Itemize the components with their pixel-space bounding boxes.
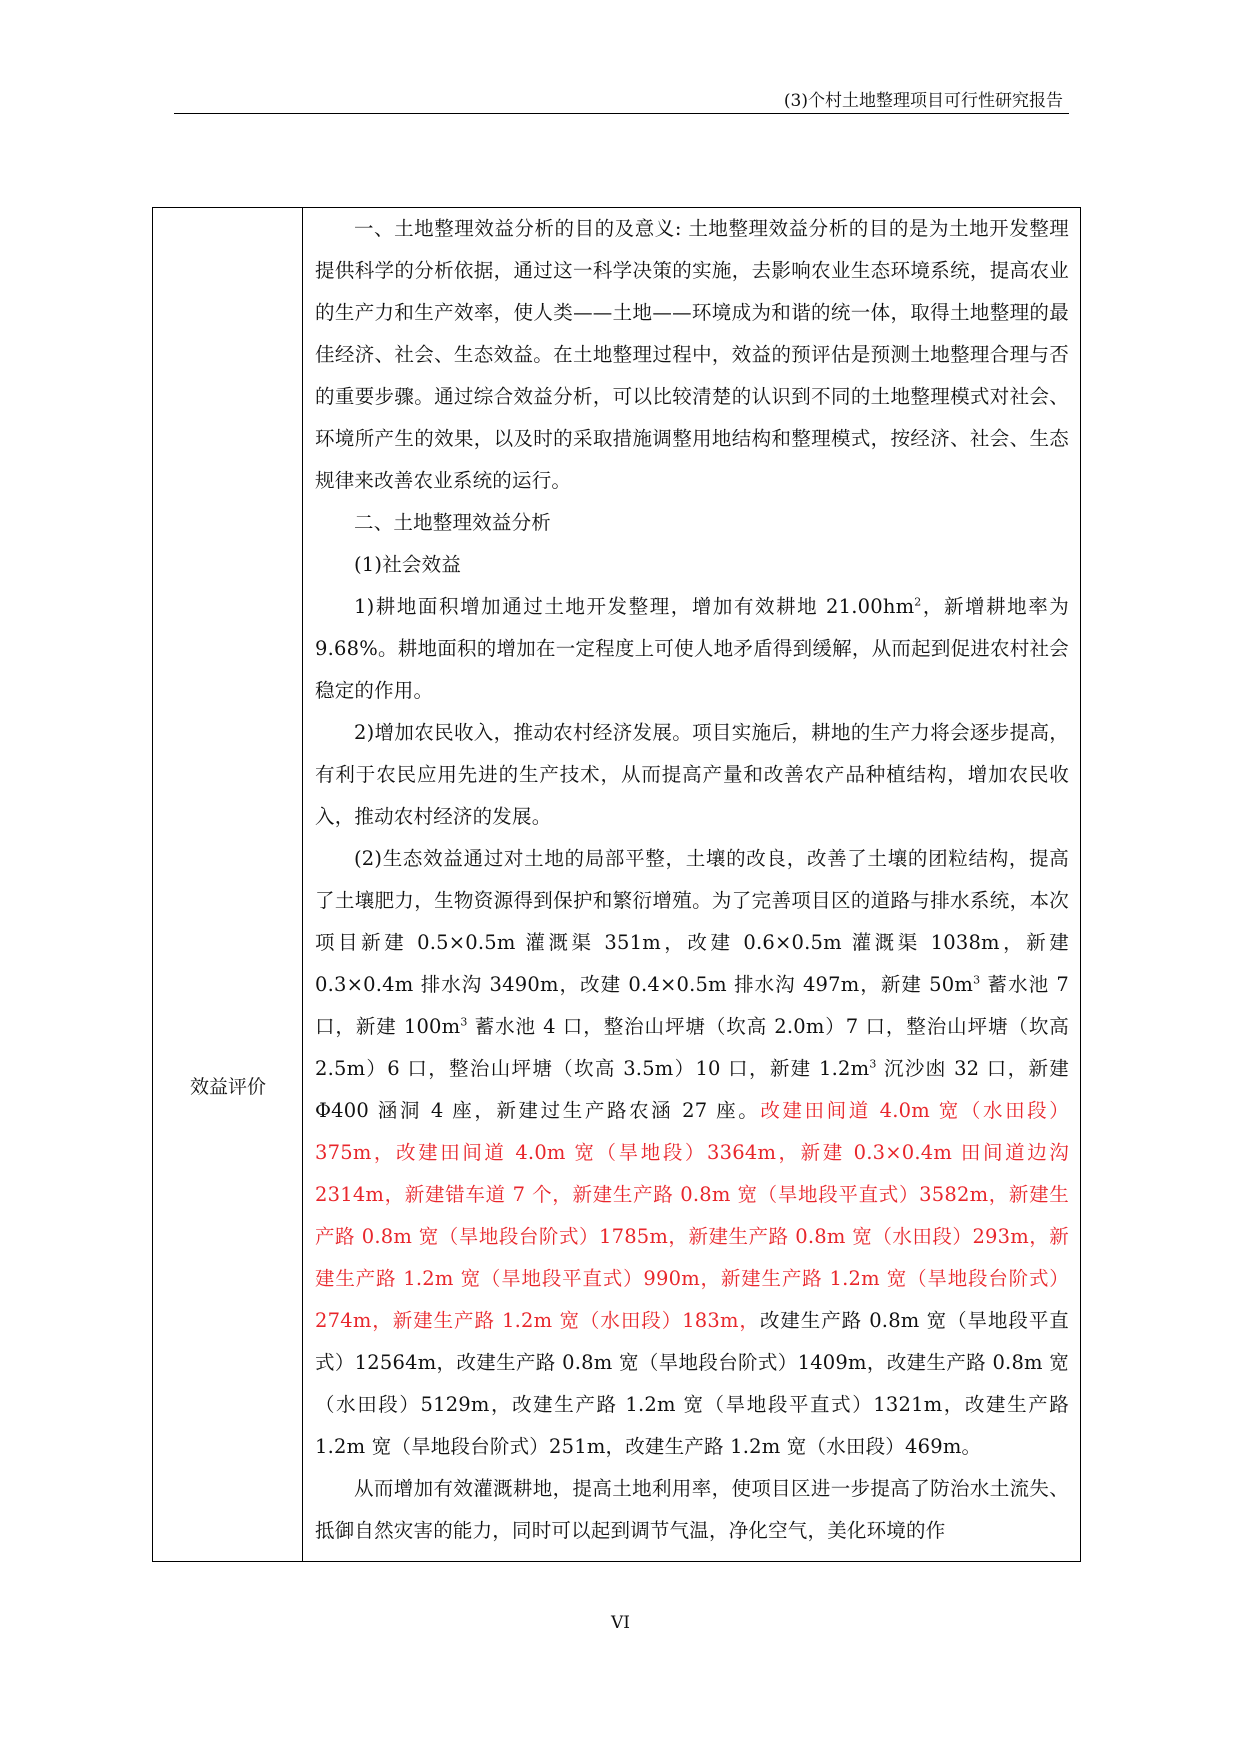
- section-heading: 二、土地整理效益分析: [354, 511, 552, 534]
- paragraph-purpose: 一、土地整理效益分析的目的及意义: 土地整理效益分析的目的是为土地开发整理提供科学的分析依据，通过这一科学决策的实施，去影响农业生态环境系统，提高农业的生产力和生产效率，使人类——土地——环境成为和谐的统一体，取得土地整理的最佳经济、社会、生态效益。在土地整理过程中，效益的预评估是预测土地整理合理与否的重要步骤。通过综合效益分析，可以比较清楚的认识到不同的土地整理模式对社会、环境所产生的效果，以及时的采取措施调整用地结构和整理模式，按经济、社会、生态规律来改善农业系统的运行。: [315, 217, 1069, 492]
- superscript: 3: [973, 973, 981, 987]
- content-cell: [315, 208, 1069, 1561]
- superscript: 3: [460, 1015, 468, 1029]
- text: ，新增耕地率为 9.68%。耕地面积的增加在一定程度上可使人地矛盾得到缓解，从而起到促进农村社会稳定的作用。: [315, 595, 1069, 702]
- row-label: 效益评价: [189, 1076, 266, 1098]
- label-column: [153, 208, 303, 1561]
- text: (2)生态效益通过对土地的局部平整，土壤的改良，改善了土壤的团粒结构，提高了土壤肥力，生物资源得到保护和繁衍增殖。为了完善项目区的道路与排水系统，本次项目新建 0.5×0.5m 灌溉渠 351m，改建 0.6×0.5m 灌溉渠 1038m，新建 0.3×0.4m 排水沟 3490m，改建 0.4×0.5m 排水沟 497m，新建 50m: [315, 847, 1069, 996]
- text: 改建生产路 0.8m 宽（旱地段平直式）12564m，改建生产路 0.8m 宽（旱地段台阶式）1409m，改建生产路 0.8m 宽（水田段）5129m，改建生产路 1.2m 宽（旱地段平直式）1321m，改建生产路 1.2m 宽（旱地段台阶式）251m，改建生产路 1.2m 宽（水田段）469m。: [315, 1309, 1069, 1458]
- highlighted-text: 改建田间道 4.0m 宽（水田段）375m，改建田间道 4.0m 宽（旱地段）3364m，新建 0.3×0.4m 田间道边沟 2314m，新建错车道 7 个，新建生产路 0.8m 宽（旱地段平直式）3582m，新建生产路 0.8m 宽（旱地段台阶式）1785m，新建生产路 0.8m 宽（水田段）293m，新建生产路 1.2m 宽（旱地段平直式）990m，新建生产路 1.2m 宽（旱地段台阶式）274m，新建生产路 1.2m 宽（水田段）183m，: [315, 1099, 1069, 1332]
- evaluation-table: [152, 207, 1081, 1562]
- text: 1)耕地面积增加通过土地开发整理，增加有效耕地 21.00hm: [354, 595, 915, 618]
- superscript: 2: [914, 595, 922, 609]
- header-rule: [174, 113, 1069, 114]
- paragraph-conclusion: 从而增加有效灌溉耕地，提高土地利用率，使项目区进一步提高了防治水土流失、抵御自然灾害的能力，同时可以起到调节气温，净化空气，美化环境的作: [315, 1477, 1069, 1542]
- text: 沉沙凼 32 口，新建 Φ400 涵洞 4 座，新建过生产路农涵 27 座。: [315, 1057, 1069, 1122]
- superscript: 3: [869, 1057, 877, 1071]
- paragraph-income: 2)增加农民收入，推动农村经济发展。项目实施后，耕地的生产力将会逐步提高，有利于农民应用先进的生产技术，从而提高产量和改善农产品种植结构，增加农民收入，推动农村经济的发展。: [315, 721, 1069, 828]
- text: 蓄水池 4 口，整治山坪塘（坎高 2.0m）7 口，整治山坪塘（坎高 2.5m）6 口，整治山坪塘（坎高 3.5m）10 口，新建 1.2m: [315, 1015, 1069, 1080]
- page-number: VI: [611, 1613, 630, 1633]
- subheading-social: (1)社会效益: [354, 553, 462, 576]
- text: 蓄水池 7 口，新建 100m: [315, 973, 1069, 1038]
- running-header: (3)个村土地整理项目可行性研究报告: [783, 91, 1063, 111]
- paragraph-ecology: [315, 838, 1069, 1468]
- paragraph-farmland: [315, 586, 1069, 712]
